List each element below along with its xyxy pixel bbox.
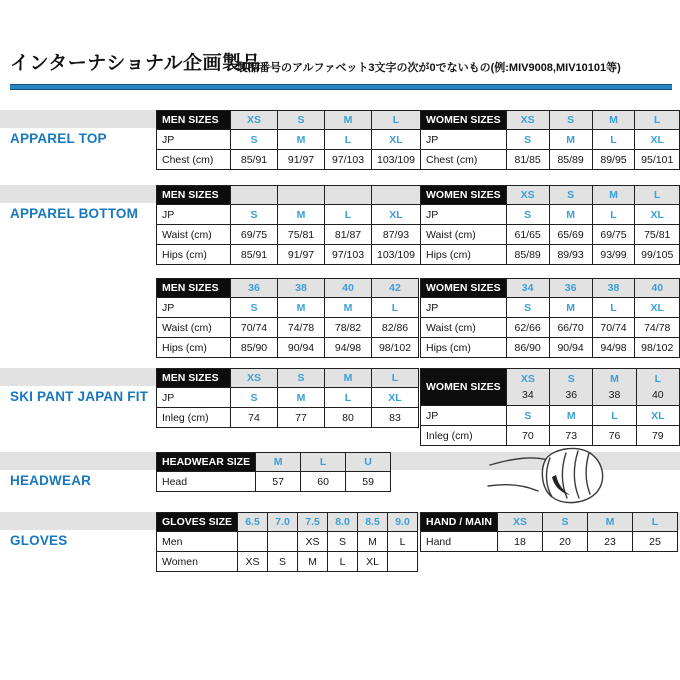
size-value-cell: 90/94 (549, 338, 592, 358)
row-label: Hips (cm) (157, 338, 231, 358)
size-column-header (372, 186, 421, 205)
size-column-header (231, 186, 278, 205)
size-value-cell: 91/97 (278, 245, 325, 265)
size-column-header: 7.5 (298, 513, 328, 532)
size-value-cell: 78/82 (325, 318, 372, 338)
size-column-header: XS (506, 186, 549, 205)
row-label: JP (157, 298, 231, 318)
size-column-header: M (325, 369, 372, 388)
size-column-header: XS (231, 369, 278, 388)
table-header-label: MEN SIZES (157, 369, 231, 388)
size-column-header: XS (506, 111, 549, 130)
size-value-cell: XL (358, 552, 388, 572)
size-column-header: L (372, 111, 421, 130)
row-label: Head (157, 472, 256, 492)
size-value-cell: 20 (543, 532, 588, 552)
size-value-cell: M (278, 130, 325, 150)
size-value-cell: XL (635, 298, 680, 318)
size-value-cell: 65/69 (549, 225, 592, 245)
size-value-cell: 25 (633, 532, 678, 552)
size-value-cell: L (593, 406, 636, 426)
size-value-cell: 87/93 (372, 225, 421, 245)
section-label-gloves: GLOVES (10, 533, 68, 548)
table-header-label: MEN SIZES (157, 186, 231, 205)
size-value-cell: 66/70 (549, 318, 592, 338)
size-value-cell: S (506, 130, 549, 150)
size-column-header: M (592, 186, 635, 205)
size-value-cell: 73 (550, 426, 593, 446)
size-value-cell: 74 (231, 408, 278, 428)
section-label-headwear: HEADWEAR (10, 473, 92, 488)
size-column-header: L (635, 111, 680, 130)
size-value-cell: M (325, 298, 372, 318)
size-column-header: XS (231, 111, 278, 130)
size-value-cell: L (388, 532, 418, 552)
size-value-cell: S (506, 205, 549, 225)
size-value-cell: M (550, 406, 593, 426)
size-value-cell: 70/74 (231, 318, 278, 338)
row-label: Inleg (cm) (157, 408, 231, 428)
table-header-label: HEADWEAR SIZE (157, 453, 256, 472)
size-value-cell: M (298, 552, 328, 572)
size-value-cell: 95/101 (635, 150, 680, 170)
size-value-cell: 94/98 (325, 338, 372, 358)
row-label: Chest (cm) (421, 150, 507, 170)
size-value-cell: 75/81 (635, 225, 680, 245)
table-header-label: HAND / MAIN (421, 513, 498, 532)
size-value-cell: M (278, 205, 325, 225)
size-column-header: 36 (231, 279, 278, 298)
size-column-header: 7.0 (268, 513, 298, 532)
blue-divider-rule (10, 84, 672, 90)
row-label: Women (157, 552, 238, 572)
size-value-cell: 62/66 (506, 318, 549, 338)
size-value-cell: 79 (636, 426, 679, 446)
table-header-label: MEN SIZES (157, 111, 231, 130)
size-column-header: L 40 (636, 369, 679, 406)
size-value-cell: 23 (588, 532, 633, 552)
size-value-cell: 76 (593, 426, 636, 446)
size-value-cell: S (328, 532, 358, 552)
size-column-header (325, 186, 372, 205)
size-value-cell: S (231, 298, 278, 318)
page-title: インターナショナル企画製品 (10, 53, 262, 74)
row-label: JP (421, 205, 507, 225)
size-value-cell: 97/103 (325, 245, 372, 265)
size-value-cell: L (372, 298, 419, 318)
size-value-cell: 70 (506, 426, 549, 446)
table-apparel-bottom-women-intl (420, 185, 680, 265)
size-column-header: 38 (592, 279, 635, 298)
size-value-cell: L (328, 552, 358, 572)
size-column-header (278, 186, 325, 205)
size-value-cell: XS (238, 552, 268, 572)
size-column-header: 8.0 (328, 513, 358, 532)
section-label-ski-pant: SKI PANT JAPAN FIT (10, 389, 149, 404)
size-value-cell: XL (636, 406, 679, 426)
size-value-cell: 60 (301, 472, 346, 492)
section-label-apparel-top: APPAREL TOP (10, 131, 107, 146)
size-value-cell: 86/90 (506, 338, 549, 358)
size-column-header: S (549, 111, 592, 130)
size-column-header: U (346, 453, 391, 472)
size-value-cell: 81/87 (325, 225, 372, 245)
size-column-header: 36 (549, 279, 592, 298)
table-gloves (156, 512, 418, 572)
size-column-header: 6.5 (238, 513, 268, 532)
row-label: Hips (cm) (421, 245, 507, 265)
table-headwear (156, 452, 391, 492)
table-apparel-bottom-women-numeric (420, 278, 680, 358)
size-value-cell: S (231, 130, 278, 150)
size-value-cell: 74/78 (635, 318, 680, 338)
size-column-header: 40 (325, 279, 372, 298)
size-value-cell: XL (372, 205, 421, 225)
size-value-cell: L (592, 205, 635, 225)
section-label-apparel-bottom: APPAREL BOTTOM (10, 206, 139, 221)
row-label: JP (421, 406, 507, 426)
row-label: Waist (cm) (157, 318, 231, 338)
table-header-label: WOMEN SIZES (421, 369, 507, 406)
size-value-cell: 81/85 (506, 150, 549, 170)
size-value-cell: 82/86 (372, 318, 419, 338)
size-value-cell: S (506, 298, 549, 318)
size-value-cell: 103/109 (372, 150, 421, 170)
size-value-cell (268, 532, 298, 552)
size-value-cell: XL (635, 205, 680, 225)
table-header-label: MEN SIZES (157, 279, 231, 298)
size-column-header: M (588, 513, 633, 532)
size-value-cell: 85/90 (231, 338, 278, 358)
size-column-header: S (278, 369, 325, 388)
size-column-header: M 38 (593, 369, 636, 406)
size-value-cell: 75/81 (278, 225, 325, 245)
size-value-cell: 57 (256, 472, 301, 492)
row-label: Waist (cm) (421, 225, 507, 245)
size-value-cell: XL (635, 130, 680, 150)
size-value-cell: S (268, 552, 298, 572)
size-value-cell: S (231, 205, 278, 225)
size-value-cell: 93/99 (592, 245, 635, 265)
table-hand-main (420, 512, 678, 552)
row-label: Hips (cm) (421, 338, 507, 358)
size-column-header: M (256, 453, 301, 472)
table-header-label: WOMEN SIZES (421, 111, 507, 130)
size-column-header: XS 34 (506, 369, 549, 406)
table-apparel-top-women (420, 110, 680, 170)
size-value-cell: 61/65 (506, 225, 549, 245)
row-label: JP (157, 130, 231, 150)
size-column-header: L (633, 513, 678, 532)
size-value-cell: M (549, 205, 592, 225)
size-column-header: L (372, 369, 419, 388)
size-value-cell: M (278, 298, 325, 318)
size-column-header: S (278, 111, 325, 130)
table-ski-pant-women (420, 368, 680, 446)
size-column-header: 34 (506, 279, 549, 298)
table-apparel-top-men (156, 110, 421, 170)
row-label: Waist (cm) (421, 318, 507, 338)
size-value-cell: 18 (498, 532, 543, 552)
row-label: Hips (cm) (157, 245, 231, 265)
size-value-cell: 89/93 (549, 245, 592, 265)
size-value-cell: S (231, 388, 278, 408)
size-column-header: S (543, 513, 588, 532)
table-header-label: GLOVES SIZE (157, 513, 238, 532)
size-value-cell: 89/95 (592, 150, 635, 170)
table-apparel-bottom-men-intl (156, 185, 421, 265)
row-label: Inleg (cm) (421, 426, 507, 446)
table-header-label: WOMEN SIZES (421, 186, 507, 205)
page-subtitle: 製品番号のアルファベット3文字の次が0でないもの(例:MIV9008,MIV10101等) (237, 62, 621, 74)
row-label: JP (157, 205, 231, 225)
size-value-cell: 103/109 (372, 245, 421, 265)
size-column-header: 40 (635, 279, 680, 298)
row-label: JP (421, 130, 507, 150)
size-value-cell: XL (372, 130, 421, 150)
size-value-cell: 90/94 (278, 338, 325, 358)
size-value-cell: 99/105 (635, 245, 680, 265)
size-value-cell: M (278, 388, 325, 408)
size-value-cell: 98/102 (635, 338, 680, 358)
size-value-cell: 69/75 (592, 225, 635, 245)
size-column-header: L (301, 453, 346, 472)
table-ski-pant-men (156, 368, 419, 428)
size-value-cell (388, 552, 418, 572)
size-value-cell: M (549, 298, 592, 318)
size-value-cell: 85/91 (231, 150, 278, 170)
size-value-cell: L (325, 130, 372, 150)
size-value-cell: 59 (346, 472, 391, 492)
row-label: Chest (cm) (157, 150, 231, 170)
row-label: Waist (cm) (157, 225, 231, 245)
size-column-header: XS (498, 513, 543, 532)
table-apparel-bottom-men-numeric (156, 278, 419, 358)
size-column-header: S (549, 186, 592, 205)
size-value-cell: L (325, 205, 372, 225)
size-value-cell: 80 (325, 408, 372, 428)
size-value-cell: XS (298, 532, 328, 552)
size-value-cell: 77 (278, 408, 325, 428)
size-value-cell: S (506, 406, 549, 426)
row-label: Hand (421, 532, 498, 552)
size-value-cell: L (592, 130, 635, 150)
row-label: Men (157, 532, 238, 552)
table-header-label: WOMEN SIZES (421, 279, 507, 298)
size-value-cell: 97/103 (325, 150, 372, 170)
size-column-header: S 36 (550, 369, 593, 406)
size-value-cell: 94/98 (592, 338, 635, 358)
size-value-cell: 85/91 (231, 245, 278, 265)
glove-fist-illustration-icon (486, 441, 614, 511)
size-value-cell: 70/74 (592, 318, 635, 338)
row-label: JP (421, 298, 507, 318)
size-value-cell (238, 532, 268, 552)
row-label: JP (157, 388, 231, 408)
size-column-header: 38 (278, 279, 325, 298)
size-value-cell: 85/89 (549, 150, 592, 170)
size-column-header: M (325, 111, 372, 130)
size-column-header: 8.5 (358, 513, 388, 532)
size-value-cell: L (592, 298, 635, 318)
size-column-header: 9.0 (388, 513, 418, 532)
size-value-cell: 91/97 (278, 150, 325, 170)
size-value-cell: M (358, 532, 388, 552)
size-value-cell: XL (372, 388, 419, 408)
size-value-cell: 85/89 (506, 245, 549, 265)
size-column-header: M (592, 111, 635, 130)
size-value-cell: 74/78 (278, 318, 325, 338)
size-value-cell: M (549, 130, 592, 150)
size-value-cell: 98/102 (372, 338, 419, 358)
size-value-cell: 69/75 (231, 225, 278, 245)
size-value-cell: 83 (372, 408, 419, 428)
size-column-header: L (635, 186, 680, 205)
size-value-cell: L (325, 388, 372, 408)
size-column-header: 42 (372, 279, 419, 298)
